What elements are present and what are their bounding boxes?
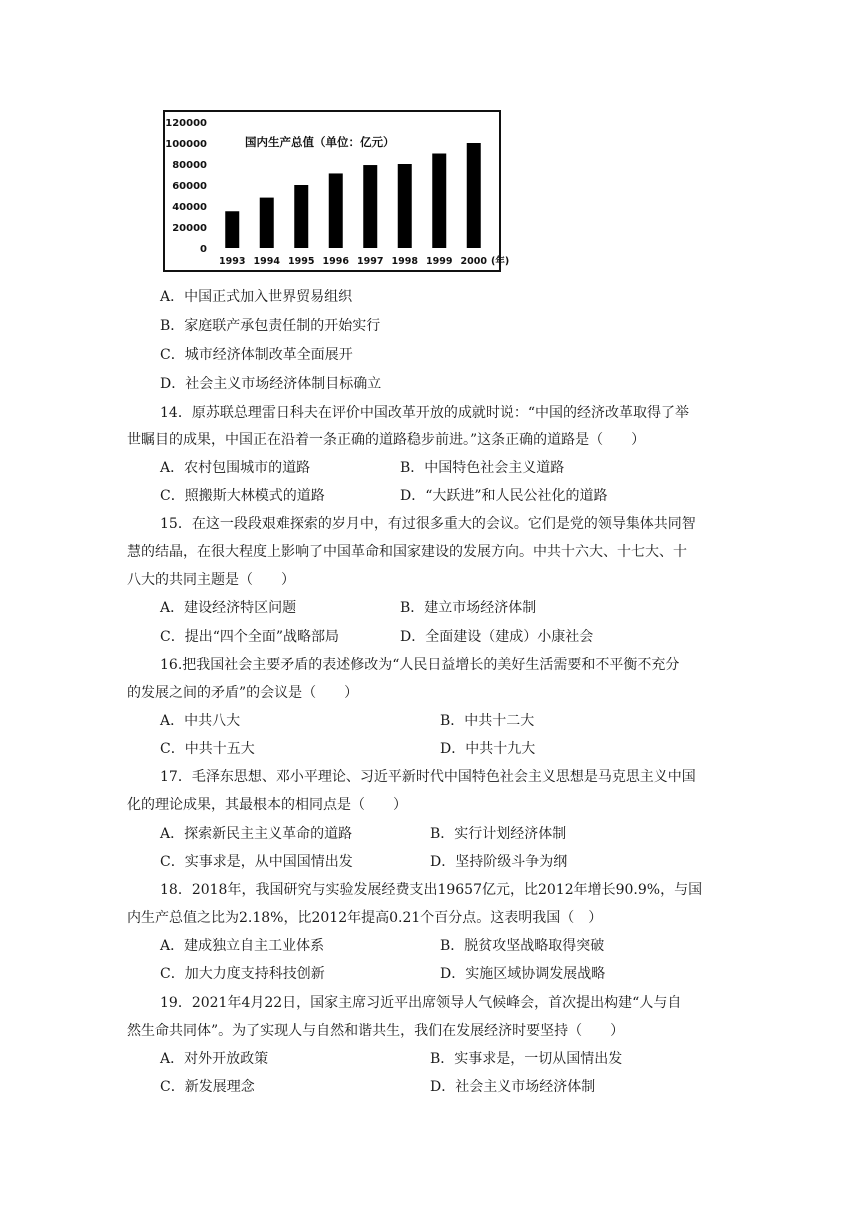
x-tick-label: 1993 <box>219 256 246 267</box>
bar-1996 <box>329 173 343 248</box>
y-tick-label: 60000 <box>172 181 207 192</box>
q17-option-b: B．实行计划经济体制 <box>430 826 567 842</box>
q16-option-b: B．中共十二大 <box>440 713 535 729</box>
q15-option-b: B．建立市场经济体制 <box>400 600 537 616</box>
q14-option-c: C．照搬斯大林模式的道路 <box>160 488 325 504</box>
q16-option-a: A．中共八大 <box>160 713 241 729</box>
x-tick-label: 2000 <box>460 256 487 267</box>
bar-1993 <box>225 211 239 248</box>
q14-option-a: A．农村包围城市的道路 <box>160 460 311 476</box>
q19-option-c: C．新发展理念 <box>160 1079 255 1095</box>
q18-option-c: C．加大力度支持科技创新 <box>160 966 325 982</box>
q15-option-d: D．全面建设（建成）小康社会 <box>400 629 594 645</box>
x-tick-label: 1994 <box>253 256 280 267</box>
x-tick-label: 1999 <box>426 256 453 267</box>
q19-text-line-2: 然生命共同体”。为了实现人与自然和谐共生，我们在发展经济时要坚持（ ） <box>127 1023 625 1039</box>
q14-option-b: B．中国特色社会主义道路 <box>400 460 565 476</box>
q17-text-line-1: 17．毛泽东思想、邓小平理论、习近平新时代中国特色社会主义思想是马克思主义中国 <box>160 769 696 785</box>
q18-text-line-1: 18．2018年，我国研究与实验发展经费支出19657亿元，比2012年增长90.9%，与国 <box>160 882 703 898</box>
q16-option-d: D．中共十九大 <box>440 741 536 757</box>
q18-option-a: A．建成独立自主工业体系 <box>160 938 325 954</box>
q17-option-d: D．坚持阶级斗争为纲 <box>430 854 568 870</box>
y-tick-label: 0 <box>200 244 207 255</box>
q17-option-c: C．实事求是，从中国国情出发 <box>160 854 353 870</box>
bar-1994 <box>260 198 274 248</box>
bar-2000 <box>467 143 481 248</box>
q14-text-line-1: 14．原苏联总理雷日科夫在评价中国改革开放的成就时说：“中国的经济改革取得了举 <box>160 405 689 421</box>
y-tick-label: 80000 <box>172 160 207 171</box>
q19-option-a: A．对外开放政策 <box>160 1051 269 1067</box>
q19-text-line-1: 19．2021年4月22日，国家主席习近平出席领导人气候峰会，首次提出构建“人与自 <box>160 995 682 1011</box>
q15-text-line-3: 八大的共同主题是（ ） <box>127 572 295 588</box>
y-tick-label: 100000 <box>165 139 207 150</box>
x-axis-unit: (年) <box>491 256 510 267</box>
q18-text-line-2: 内生产总值之比为2.18%，比2012年提高0.21个百分点。这表明我国（ ） <box>127 910 603 926</box>
q17-text-line-2: 化的理论成果，其最根本的相同点是（ ） <box>127 797 407 813</box>
q18-option-b: B．脱贫攻坚战略取得突破 <box>440 938 605 954</box>
q13-option-c: C．城市经济体制改革全面展开 <box>160 347 353 363</box>
q15-text-line-1: 15．在这一段段艰难探索的岁月中，有过很多重大的会议。它们是党的领导集体共同智 <box>160 516 696 532</box>
y-tick-label: 20000 <box>172 223 207 234</box>
q17-option-a: A．探索新民主主义革命的道路 <box>160 826 353 842</box>
q15-option-a: A．建设经济特区问题 <box>160 600 297 616</box>
q16-text-line-1: 16.把我国社会主要矛盾的表述修改为“人民日益增长的美好生活需要和不平衡不充分 <box>160 657 680 673</box>
bar-1997 <box>363 165 377 248</box>
y-tick-label: 40000 <box>172 202 207 213</box>
q18-option-d: D．实施区域协调发展战略 <box>440 966 606 982</box>
x-tick-label: 1996 <box>322 256 349 267</box>
x-tick-label: 1997 <box>357 256 384 267</box>
q19-option-b: B．实事求是，一切从国情出发 <box>430 1051 623 1067</box>
q15-option-c: C．提出“四个全面”战略部局 <box>160 629 340 645</box>
q13-option-d: D．社会主义市场经济体制目标确立 <box>160 376 382 392</box>
x-tick-label: 1995 <box>288 256 315 267</box>
q16-option-c: C．中共十五大 <box>160 741 255 757</box>
bar-1999 <box>432 154 446 249</box>
bar-1998 <box>398 164 412 248</box>
x-tick-label: 1998 <box>391 256 418 267</box>
q14-option-d: D．“大跃进”和人民公社化的道路 <box>400 488 608 504</box>
q15-text-line-2: 慧的结晶，在很大程度上影响了中国革命和国家建设的发展方向。中共十六大、十七大、十 <box>127 544 687 560</box>
q13-option-b: B．家庭联产承包责任制的开始实行 <box>160 318 381 334</box>
q13-option-a: A．中国正式加入世界贸易组织 <box>160 289 353 305</box>
chart-title: 国内生产总值（单位：亿元） <box>245 135 395 149</box>
gdp-bar-chart <box>163 110 510 272</box>
bar-1995 <box>294 185 308 248</box>
q14-text-line-2: 世瞩目的成果，中国正在沿着一条正确的道路稳步前进。”这条正确的道路是（ ） <box>127 432 646 448</box>
q19-option-d: D．社会主义市场经济体制 <box>430 1079 596 1095</box>
chart-canvas <box>165 112 510 270</box>
y-tick-label: 120000 <box>165 118 207 129</box>
q16-text-line-2: 的发展之间的矛盾”的会议是（ ） <box>127 685 359 701</box>
